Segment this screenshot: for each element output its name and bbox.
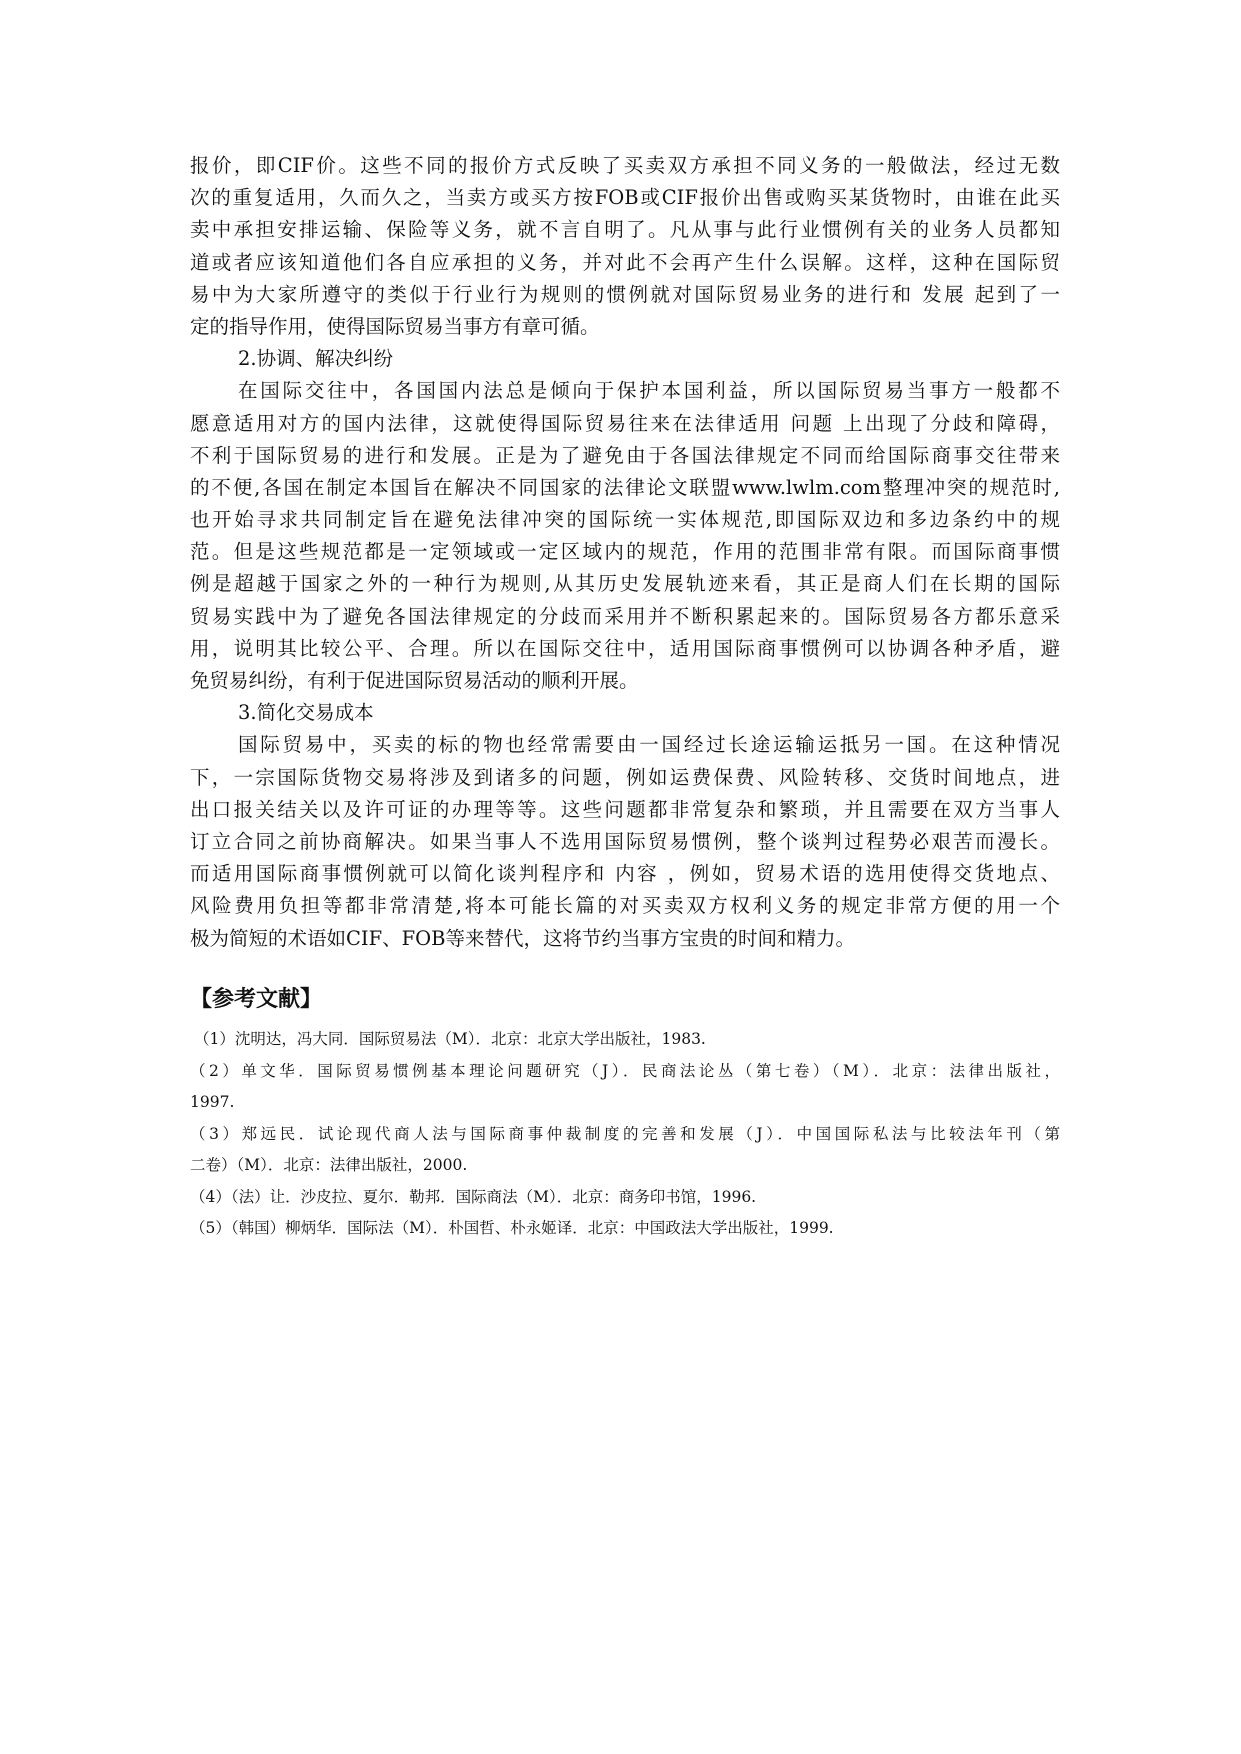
reference-item: （2）单文华．国际贸易惯例基本理论问题研究（J）．民商法论丛（第七卷）（M）．北京：法律出版社， bbox=[190, 1061, 1060, 1080]
references-title: 【参考文献】 bbox=[190, 987, 323, 1012]
paragraph-line: 而适用国际商事惯例就可以简化谈判程序和 内容 ，例如，贸易术语的选用使得交货地点、 bbox=[190, 862, 1060, 886]
section-heading: 3.简化交易成本 bbox=[238, 701, 374, 725]
paragraph-line: 次的重复适用，久而久之，当卖方或买方按FOB或CIF报价出售或购买某货物时，由谁在此买 bbox=[190, 186, 1060, 210]
paragraph-line: 在国际交往中，各国国内法总是倾向于保护本国利益，所以国际贸易当事方一般都不 bbox=[238, 379, 1060, 403]
paragraph-line: 也开始寻求共同制定旨在避免法律冲突的国际统一实体规范,即国际双边和多边条约中的规 bbox=[190, 508, 1060, 532]
paragraph-line: 下，一宗国际货物交易将涉及到诸多的问题，例如运费保费、风险转移、交货时间地点，进 bbox=[190, 765, 1060, 789]
references-list bbox=[190, 1024, 1060, 1245]
paragraph-line: 不利于国际贸易的进行和发展。正是为了避免由于各国法律规定不同而给国际商事交往带来 bbox=[190, 443, 1060, 467]
paragraph-line: 免贸易纠纷，有利于促进国际贸易活动的顺利开展。 bbox=[190, 669, 639, 692]
reference-item: （3）郑远民．试论现代商人法与国际商事仲裁制度的完善和发展（J）．中国国际私法与比较法年刊（第 bbox=[190, 1124, 1060, 1143]
paragraph-line: 国际贸易中，买卖的标的物也经常需要由一国经过长途运输运抵另一国。在这种情况 bbox=[238, 733, 1060, 757]
section-heading: 2.协调、解决纠纷 bbox=[238, 347, 394, 371]
paragraph-line: 订立合同之前协商解决。如果当事人不选用国际贸易惯例，整个谈判过程势必艰苦而漫长。 bbox=[190, 829, 1060, 853]
reference-item: 1997. bbox=[190, 1093, 235, 1111]
paragraph-line: 愿意适用对方的国内法律，这就使得国际贸易往来在法律适用 问题 上出现了分歧和障碍， bbox=[190, 411, 1060, 435]
paragraph-line: 极为简短的术语如CIF、FOB等来替代，这将节约当事方宝贵的时间和精力。 bbox=[190, 926, 855, 950]
paragraph-line: 易中为大家所遵守的类似于行业行为规则的惯例就对国际贸易业务的进行和 发展 起到了一 bbox=[190, 282, 1060, 306]
paragraph-line: 道或者应该知道他们各自应承担的义务，并对此不会再产生什么误解。这样，这种在国际贸 bbox=[190, 250, 1060, 274]
paragraph-line: 定的指导作用，使得国际贸易当事方有章可循。 bbox=[190, 314, 600, 338]
reference-item: 二卷）（M）．北京：法律出版社，2000. bbox=[190, 1156, 468, 1174]
body-text bbox=[190, 150, 1060, 955]
reference-item: （4）（法）让．沙皮拉、夏尔．勒邦．国际商法（M）．北京：商务印书馆，1996. bbox=[190, 1187, 757, 1206]
paragraph-line: 的不便,各国在制定本国旨在解决不同国家的法律论文联盟www.lwlm.com整理冲突的规范时, bbox=[190, 475, 1060, 499]
paragraph-line: 用，说明其比较公平、合理。所以在国际交往中，适用国际商事惯例可以协调各种矛盾，避 bbox=[190, 636, 1060, 660]
reference-item: （1）沈明达，冯大同．国际贸易法（M）．北京：北京大学出版社，1983. bbox=[194, 1030, 706, 1048]
paragraph-line: 例是超越于国家之外的一种行为规则,从其历史发展轨迹来看，其正是商人们在长期的国际 bbox=[190, 572, 1060, 596]
paragraph-line: 报价，即CIF价。这些不同的报价方式反映了买卖双方承担不同义务的一般做法，经过无数 bbox=[190, 154, 1060, 177]
paragraph-line: 贸易实践中为了避免各国法律规定的分歧而采用并不断积累起来的。国际贸易各方都乐意采 bbox=[190, 604, 1060, 628]
paragraph-line: 卖中承担安排运输、保险等义务，就不言自明了。凡从事与此行业惯例有关的业务人员都知 bbox=[190, 218, 1060, 242]
paragraph-line: 风险费用负担等都非常清楚,将本可能长篇的对买卖双方权利义务的规定非常方便的用一个 bbox=[190, 894, 1060, 918]
paragraph-line: 范。但是这些规范都是一定领域或一定区域内的规范，作用的范围非常有限。而国际商事惯 bbox=[190, 540, 1060, 564]
reference-item: （5）（韩国）柳炳华．国际法（M）．朴国哲、朴永姬译．北京：中国政法大学出版社，1999. bbox=[190, 1219, 834, 1237]
paragraph-line: 出口报关结关以及许可证的办理等等。这些问题都非常复杂和繁琐，并且需要在双方当事人 bbox=[190, 797, 1060, 821]
